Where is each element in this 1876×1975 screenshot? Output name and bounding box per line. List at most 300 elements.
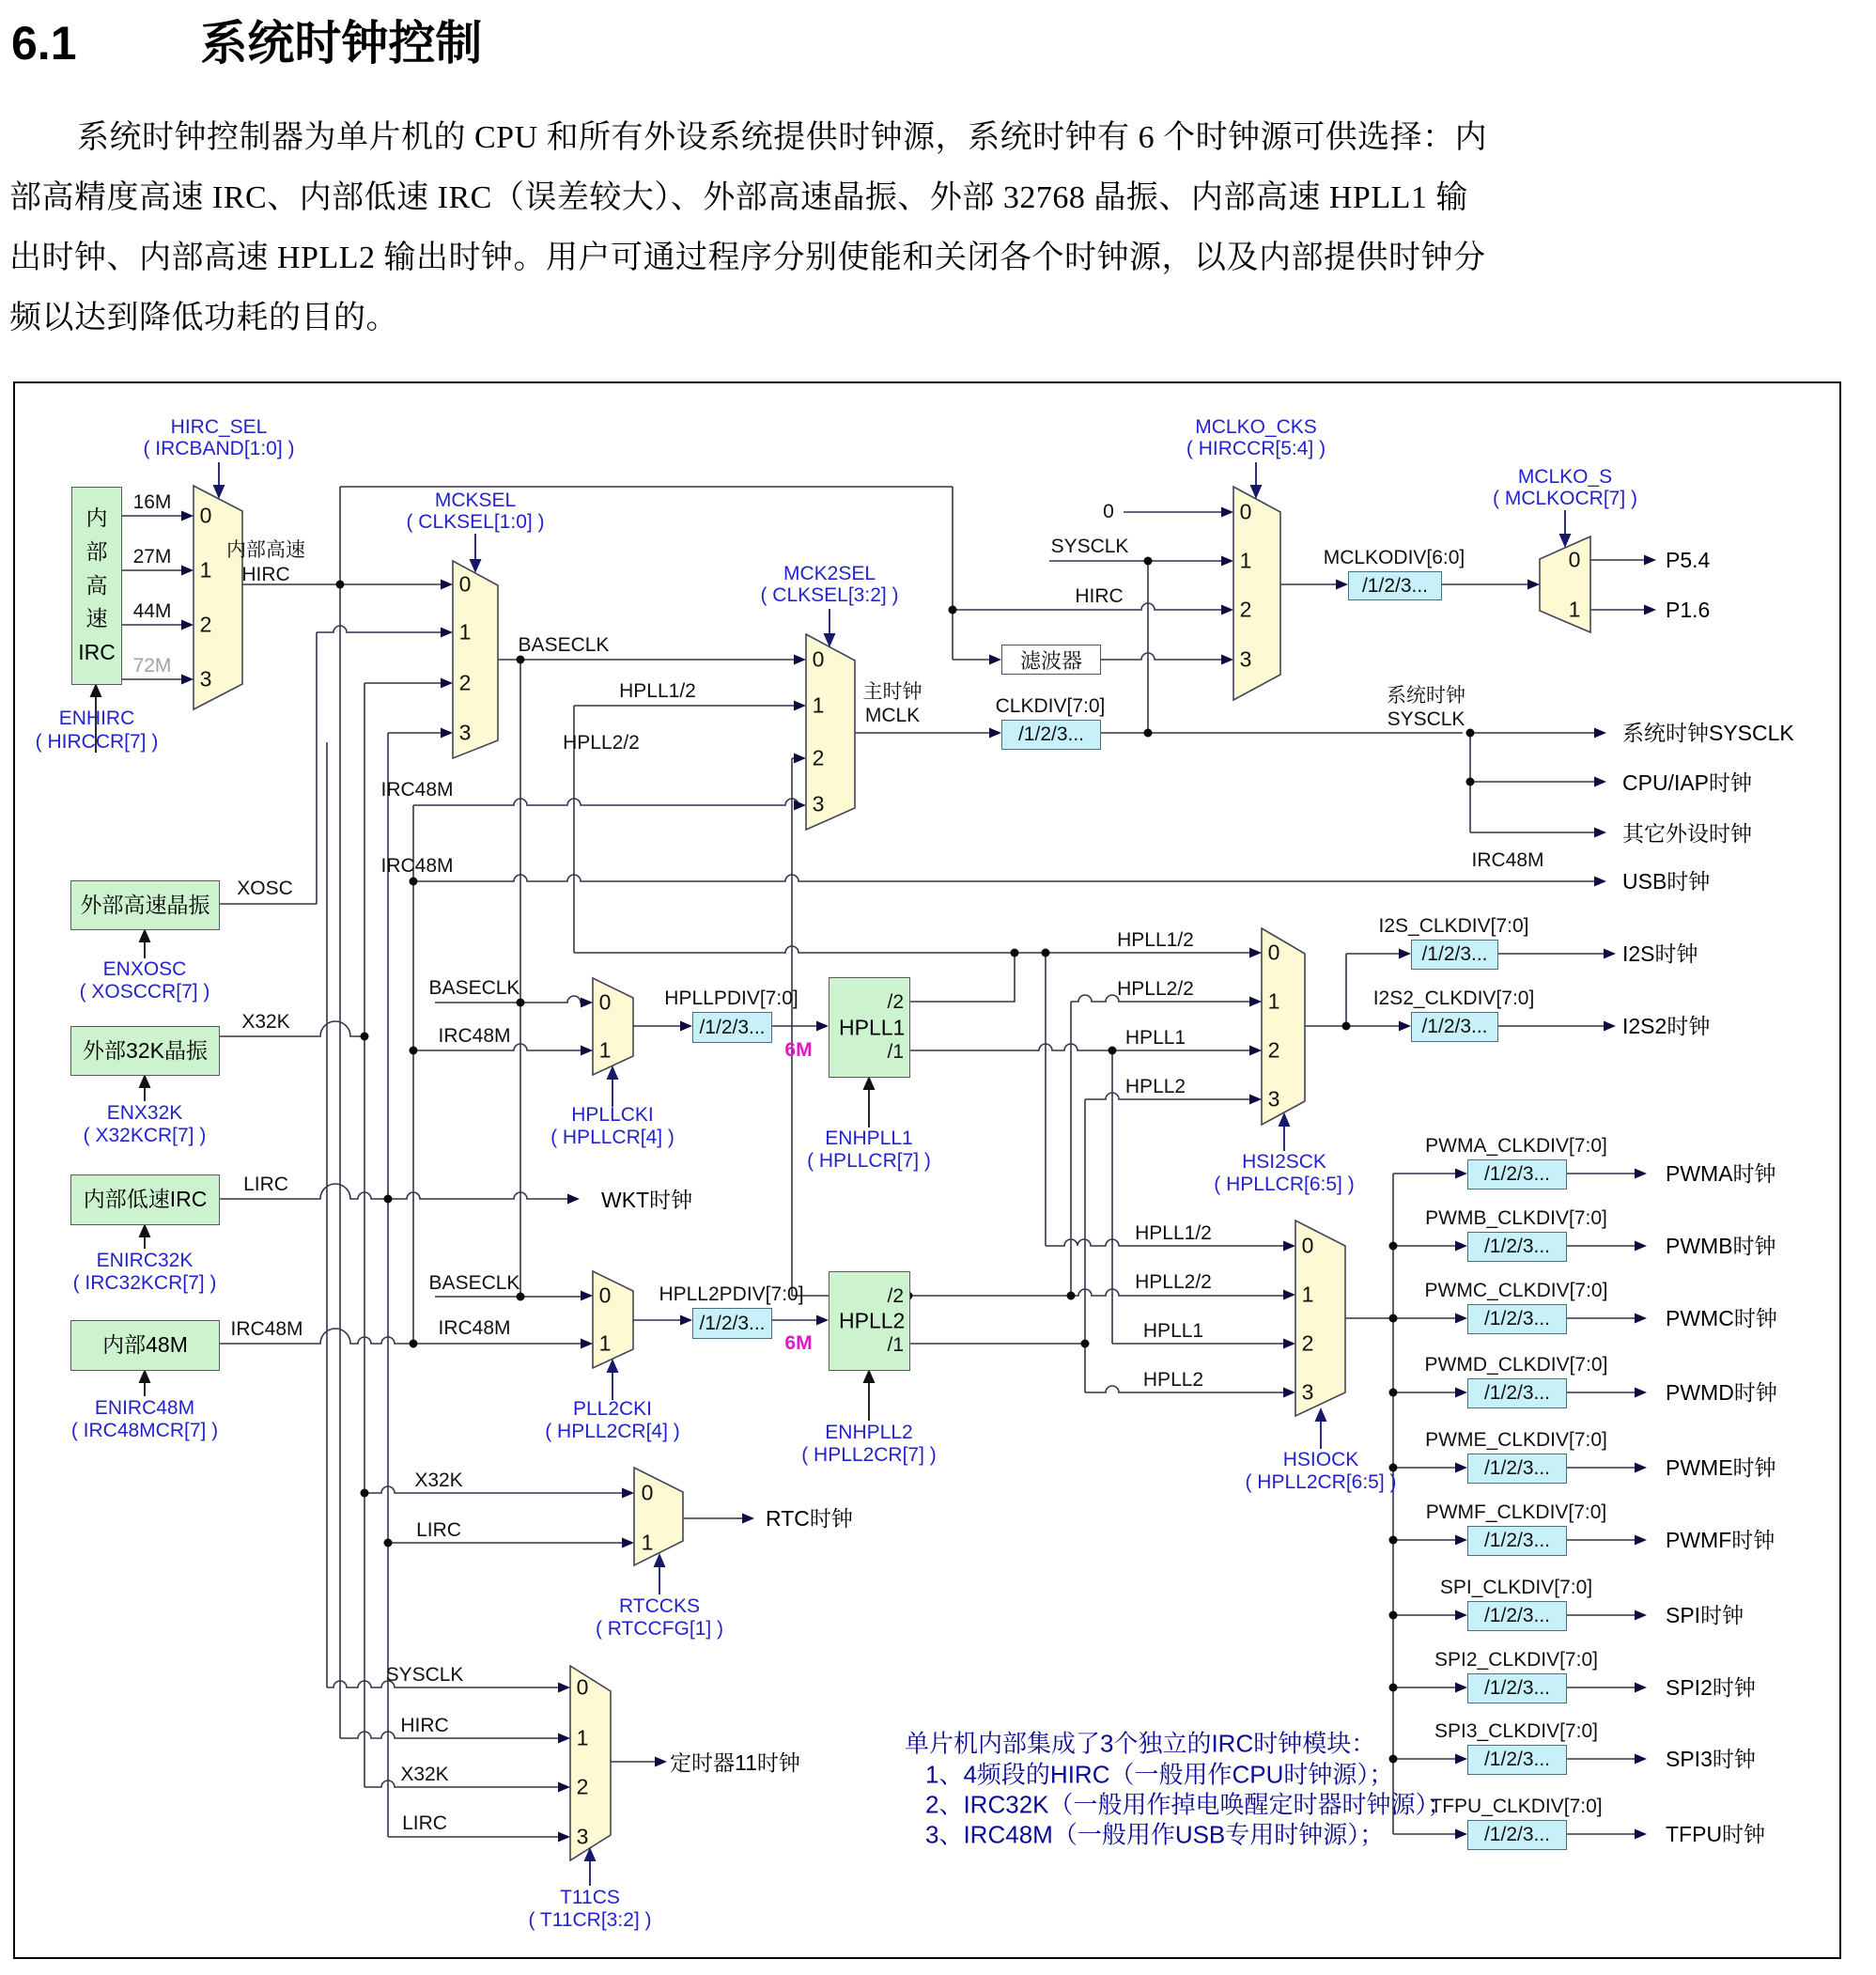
arrowhead-right [1635, 1754, 1647, 1765]
pwma-clkdiv: /1/2/3... [1467, 1159, 1567, 1190]
rtc-in1: LIRC [416, 1518, 461, 1541]
i2s-clkdiv-title: I2S_CLKDIV[7:0] [1378, 915, 1529, 937]
pwmf-clkdiv-title: PWMF_CLKDIV[7:0] [1425, 1501, 1607, 1523]
t11-in3: LIRC [402, 1812, 447, 1834]
hpllcki-name: HPLLCKI [571, 1103, 654, 1126]
junction-dot [1466, 778, 1475, 786]
out-pwma: PWMA时钟 [1666, 1160, 1776, 1186]
out-pwmb: PWMB时钟 [1666, 1233, 1776, 1258]
irc48m-net: IRC48M [230, 1317, 303, 1340]
hirc-sel-mux-pin-0: 0 [199, 503, 212, 528]
internal-hs-irc-box-label: 速 [85, 606, 108, 631]
enhpll2-name: ENHPLL2 [825, 1421, 913, 1443]
wire [1099, 653, 1226, 660]
junction-dot [1466, 729, 1475, 738]
hsi2sck-in0: HPLL1/2 [1117, 928, 1194, 951]
hsiock-mux-pin-3: 3 [1301, 1379, 1314, 1405]
arrowhead-right [1455, 1829, 1467, 1840]
arrowhead-right [742, 1514, 754, 1524]
junction-dot [1389, 1684, 1398, 1692]
arrowhead-right [1455, 1388, 1467, 1398]
enable-arrowhead-up [863, 1076, 876, 1090]
wire [908, 1044, 1254, 1050]
junction-dot [1067, 1292, 1076, 1300]
mclk-net: MCLK [864, 704, 921, 726]
spi3-clkdiv-title: SPI3_CLKDIV[7:0] [1434, 1720, 1598, 1742]
enable-arrowhead-up [863, 1369, 876, 1383]
junction-dot [1389, 1389, 1398, 1397]
enirc48m-name: ENIRC48M [94, 1396, 195, 1419]
t11cs-mux-pin-2: 2 [576, 1774, 589, 1799]
junction-dot [1389, 1611, 1398, 1620]
wire [364, 1486, 627, 1493]
pwma-clkdiv-title: PWMA_CLKDIV[7:0] [1425, 1135, 1607, 1157]
mck2sel-mux-pin-0: 0 [812, 646, 825, 672]
mcksel-reg: ( CLKSEL[1:0] ) [406, 510, 545, 533]
arrowhead-right [581, 1046, 593, 1056]
hirc-sel-mux-pin-1: 1 [199, 557, 212, 583]
arrowhead-right [181, 675, 194, 685]
out-spi2: SPI2时钟 [1666, 1674, 1756, 1700]
zero-const: 0 [1103, 500, 1114, 522]
enhpll1-name: ENHPLL1 [825, 1127, 913, 1149]
arrowhead-right [1249, 1046, 1262, 1056]
arrowhead-right [441, 678, 453, 689]
arrowhead-right [680, 1315, 692, 1326]
mcksel-mux-pin-3: 3 [458, 720, 472, 745]
hirc-sel-mux-pin-2: 2 [199, 612, 212, 637]
arrowhead-right [816, 1315, 829, 1326]
hirc-net: HIRC [241, 563, 290, 585]
internal-48m-box-label: 内部48M [102, 1332, 188, 1358]
arrowhead-right [1594, 877, 1606, 887]
arrowhead-right [1221, 605, 1233, 615]
mclko-cks-reg: ( HIRCCR[5:4] ) [1186, 437, 1326, 459]
arrowhead-right [1455, 1683, 1467, 1693]
arrowhead-right [1635, 1829, 1647, 1840]
hpll1-6m: 6M [784, 1038, 813, 1061]
internal-hs-irc-box-label: 内 [85, 505, 108, 531]
junction-dot [361, 1033, 369, 1041]
pll2cki-name: PLL2CKI [572, 1397, 653, 1420]
wire [218, 1021, 364, 1036]
pll2cki-reg: ( HPLL2CR[4] ) [545, 1420, 680, 1442]
internal-ls-irc-box [70, 1174, 220, 1225]
baseclk-net-1: BASECLK [518, 633, 610, 656]
out-pwmf: PWMF时钟 [1666, 1527, 1775, 1552]
hsiock-in1: HPLL2/2 [1135, 1270, 1212, 1293]
arrowhead-right [181, 566, 194, 576]
arrowhead-right [794, 801, 806, 811]
hpll2-block-div2-pin: /2 [887, 1285, 904, 1307]
arrowhead-right [1336, 580, 1348, 590]
clkdiv: /1/2/3... [1001, 720, 1101, 750]
hirc-net-cn: 内部高速 [226, 538, 305, 561]
mcksel-mux-pin-1: 1 [458, 619, 472, 645]
arrowhead-right [1249, 997, 1262, 1007]
internal-hs-irc-box-label: IRC [78, 639, 116, 664]
hpll2-6m: 6M [784, 1331, 813, 1354]
hsi2sck-name: HSI2SCK [1242, 1150, 1326, 1173]
arrowhead-right [581, 1339, 593, 1349]
select-arrowhead-up [1315, 1407, 1327, 1422]
wire [340, 1732, 563, 1738]
hsiock-mux-pin-1: 1 [1301, 1282, 1314, 1307]
arrowhead-right [989, 728, 1001, 739]
arrowhead-right [441, 628, 453, 638]
arrowhead-right [558, 1782, 570, 1793]
pwmb-clkdiv-title: PWMB_CLKDIV[7:0] [1425, 1207, 1607, 1229]
arrowhead-right [1455, 1535, 1467, 1546]
i2s2-clkdiv-title: I2S2_CLKDIV[7:0] [1372, 988, 1535, 1009]
rtccks-mux-pin-1: 1 [641, 1530, 654, 1555]
junction-dot [1389, 1242, 1398, 1251]
out-sysclk: 系统时钟SYSCLK [1622, 720, 1794, 745]
irc48m-net-2: IRC48M [380, 778, 454, 801]
arrowhead-right [1594, 777, 1606, 787]
enhpll1-reg: ( HPLLCR[7] ) [807, 1149, 931, 1172]
arrowhead-right [1455, 1463, 1467, 1473]
paragraph-line-1: 系统时钟控制器为单片机的 CPU 和所有外设系统提供时钟源，系统时钟有 6 个时钟源可供选择：内 [77, 120, 1488, 155]
hirc-mclko-net: HIRC [1075, 584, 1124, 607]
hsiock-name: HSIOCK [1282, 1448, 1359, 1470]
sysclk-net: SYSCLK [1387, 708, 1465, 730]
mclko-cks-mux-pin-3: 3 [1239, 646, 1252, 672]
hpllcki-mux-pin-1: 1 [598, 1037, 612, 1063]
junction-dot [410, 878, 418, 886]
arrowhead-right [441, 580, 453, 590]
pwmf-clkdiv: /1/2/3... [1467, 1526, 1567, 1556]
hpll2pdiv-title: HPLL2PDIV[7:0] [659, 1283, 804, 1305]
rtccks-mux-pin-0: 0 [641, 1480, 654, 1505]
hpll2pdiv: /1/2/3... [692, 1308, 772, 1339]
hsi2sck-in1: HPLL2/2 [1117, 977, 1194, 1000]
pwme-clkdiv: /1/2/3... [1467, 1454, 1567, 1484]
t11cs-name: T11CS [560, 1886, 620, 1908]
enxosc-reg: ( XOSCCR[7] ) [79, 980, 210, 1003]
external-hs-xtal-box-label: 外部高速晶振 [80, 892, 210, 917]
t11cs-mux-pin-3: 3 [576, 1824, 589, 1849]
mclk-cn: 主时钟 [862, 680, 922, 703]
i2s-clkdiv: /1/2/3... [1411, 940, 1498, 970]
hsi2sck-reg: ( HPLLCR[6:5] ) [1214, 1173, 1355, 1195]
paragraph-line-2: 部高精度高速 IRC、内部低速 IRC（误差较大）、外部高速晶振、外部 32768 晶振、内部高速 HPLL1 输 [9, 180, 1468, 215]
arrowhead-right [1399, 949, 1411, 959]
hsiock-mux-pin-2: 2 [1301, 1330, 1314, 1356]
arrowhead-right [181, 511, 194, 521]
sysclk-mclko-net: SYSCLK [1050, 535, 1129, 557]
junction-dot [384, 1195, 393, 1204]
freq-27m: 27M [132, 545, 172, 568]
baseclk-net-3: BASECLK [428, 1271, 520, 1294]
mck2sel-reg: ( CLKSEL[3:2] ) [760, 583, 899, 606]
mck2sel-mux-pin-2: 2 [812, 745, 825, 770]
enhpll2-reg: ( HPLL2CR[7] ) [801, 1443, 937, 1466]
mclko-s-reg: ( MCLKOCR[7] ) [1492, 487, 1638, 509]
hpll22-mck-net: HPLL2/2 [563, 731, 640, 754]
arrowhead-right [1604, 949, 1616, 959]
mclko-s-mux-pin-1: 1 [1568, 597, 1581, 622]
arrowhead-right [1221, 655, 1233, 665]
hpll2-block-label: HPLL2 [839, 1308, 906, 1333]
enx32k-reg: ( X32KCR[7] ) [83, 1124, 207, 1146]
arrowhead-right [1594, 828, 1606, 838]
internal-ls-irc-box-label: 内部低速IRC [83, 1187, 208, 1212]
hirc-sel-mux-pin-3: 3 [199, 666, 212, 692]
enhirc-name: ENHIRC [58, 707, 135, 729]
mclko-cks-name: MCLKO_CKS [1195, 415, 1317, 438]
hpll1-block-div1-pin: /1 [887, 1041, 904, 1063]
out-spi3: SPI3时钟 [1666, 1746, 1756, 1771]
out-pwmd: PWMD时钟 [1666, 1379, 1777, 1405]
lirc-net: LIRC [243, 1173, 288, 1195]
pwmd-clkdiv: /1/2/3... [1467, 1378, 1567, 1408]
mck2sel-name: MCK2SEL [783, 562, 876, 584]
paragraph-line-3: 出时钟、内部高速 HPLL2 输出时钟。用户可通过程序分别使能和关闭各个时钟源，以及内部提供时钟分 [9, 241, 1486, 275]
arrowhead-right [1635, 1463, 1647, 1473]
enable-arrowhead-up [139, 928, 151, 942]
freq-72m: 72M [132, 654, 172, 676]
page-title: 系统时钟控制 [200, 17, 483, 70]
arrowhead-right [1221, 556, 1233, 567]
arrowhead-right [1635, 1683, 1647, 1693]
enable-arrowhead-up [139, 1074, 151, 1088]
hpll1-block [829, 977, 910, 1078]
hpll2-block [829, 1271, 910, 1371]
arrowhead-right [567, 1194, 580, 1205]
arrowhead-right [1604, 1021, 1616, 1032]
t11cs-mux-pin-0: 0 [576, 1674, 589, 1700]
i2s2-clkdiv: /1/2/3... [1411, 1012, 1498, 1042]
arrowhead-right [1644, 605, 1656, 615]
freq-44m: 44M [132, 599, 172, 622]
arrowhead-right [1455, 1610, 1467, 1621]
mclko-cks-mux-pin-2: 2 [1239, 597, 1252, 622]
mck2sel-mux-pin-1: 1 [812, 692, 825, 718]
arrowhead-right [1635, 1388, 1647, 1398]
wire [908, 953, 1015, 1002]
arrowhead-right [1221, 507, 1233, 518]
junction-dot [517, 999, 525, 1007]
irc48m-net-4: IRC48M [438, 1024, 511, 1047]
t11-in1: HIRC [400, 1714, 449, 1736]
external-hs-xtal-box [70, 880, 220, 930]
hirc-sel-name: HIRC_SEL [170, 415, 268, 438]
hpll1-block-div2-pin: /2 [887, 991, 904, 1013]
section-number: 6.1 [11, 17, 77, 70]
enirc32k-name: ENIRC32K [96, 1249, 194, 1271]
junction-dot [1042, 949, 1050, 957]
paragraph-line-4: 频以达到降低功耗的目的。 [9, 301, 398, 335]
pwmc-clkdiv: /1/2/3... [1467, 1304, 1567, 1334]
x32k-net: X32K [241, 1010, 290, 1033]
junction-dot [1011, 949, 1019, 957]
spi3-clkdiv: /1/2/3... [1467, 1745, 1567, 1775]
wire [413, 875, 1599, 881]
hirc-sel-reg: ( IRCBAND[1:0] ) [143, 437, 295, 459]
out-periph: 其它外设时钟 [1622, 820, 1752, 846]
arrowhead-right [794, 655, 806, 665]
irc48m-net-5: IRC48M [438, 1316, 511, 1339]
junction-dot [384, 1539, 393, 1547]
arrowhead-right [1283, 1290, 1295, 1300]
arrowhead-right [1635, 1610, 1647, 1621]
out-wkt: WKT时钟 [601, 1187, 693, 1212]
junction-dot [1144, 729, 1153, 738]
arrowhead-right [680, 1021, 692, 1032]
arrowhead-right [622, 1488, 634, 1499]
junction-dot [336, 581, 345, 589]
junction-dot [410, 1340, 418, 1348]
spi2-clkdiv-title: SPI2_CLKDIV[7:0] [1434, 1649, 1598, 1671]
spi2-clkdiv: /1/2/3... [1467, 1673, 1567, 1703]
internal-hs-irc-box-label: 高 [85, 572, 108, 598]
sysclk-cn: 系统时钟 [1387, 684, 1465, 707]
wire [364, 1781, 563, 1787]
hpll12-mck-net: HPLL1/2 [619, 679, 696, 702]
arrowhead-right [1283, 1339, 1295, 1349]
out-i2s: I2S时钟 [1622, 941, 1698, 966]
arrowhead-right [1455, 1241, 1467, 1252]
mcksel-mux-pin-2: 2 [458, 670, 472, 695]
arrowhead-right [655, 1757, 667, 1767]
junction-dot [949, 606, 957, 614]
external-32k-xtal-box [70, 1026, 220, 1076]
junction-dot [361, 1489, 369, 1498]
hsiock-in3: HPLL2 [1142, 1368, 1204, 1391]
out-rtc: RTC时钟 [766, 1505, 853, 1531]
wire [413, 799, 798, 805]
arrowhead-right [1635, 1535, 1647, 1546]
hsiock-in0: HPLL1/2 [1135, 1221, 1212, 1244]
pwmd-clkdiv-title: PWMD_CLKDIV[7:0] [1424, 1354, 1608, 1376]
arrowhead-right [558, 1734, 570, 1744]
rtc-in0: X32K [414, 1469, 463, 1491]
out-p54: P5.4 [1666, 547, 1711, 572]
clkdiv-title: CLKDIV[7:0] [995, 695, 1106, 717]
t11cs-mux-pin-1: 1 [576, 1725, 589, 1750]
arrowhead-right [1635, 1169, 1647, 1179]
arrowhead-right [816, 1021, 829, 1032]
irc48m-usb-net: IRC48M [1471, 848, 1544, 871]
arrowhead-right [794, 754, 806, 764]
enhirc-reg: ( HIRCCR[7] ) [35, 730, 159, 753]
arrowhead-right [1455, 1314, 1467, 1324]
hsiock-mux-pin-0: 0 [1301, 1233, 1314, 1258]
arrowhead-right [581, 1291, 593, 1301]
pwmc-clkdiv-title: PWMC_CLKDIV[7:0] [1424, 1280, 1608, 1301]
out-cpu-iap: CPU/IAP时钟 [1622, 770, 1753, 795]
arrowhead-right [1455, 1169, 1467, 1179]
arrowhead-right [581, 998, 593, 1008]
hsi2sck-mux-pin-3: 3 [1267, 1086, 1280, 1112]
junction-dot [517, 656, 525, 664]
note-line-1: 1、4频段的HIRC（一般用作CPU时钟源）； [925, 1760, 1394, 1789]
note-line-3: 3、IRC48M（一般用作USB专用时钟源）； [925, 1820, 1385, 1849]
mclkodiv-title: MCLKODIV[6:0] [1323, 547, 1465, 568]
arrowhead-right [181, 620, 194, 630]
arrowhead-right [1644, 555, 1656, 566]
out-p16: P1.6 [1666, 597, 1711, 622]
hsi2sck-mux-pin-0: 0 [1267, 940, 1280, 965]
arrowhead-right [1399, 1021, 1411, 1032]
hsi2sck-mux-pin-1: 1 [1267, 988, 1280, 1014]
t11-in0: SYSCLK [385, 1663, 464, 1686]
arrowhead-right [1249, 948, 1262, 958]
hpllpdiv-title: HPLLPDIV[7:0] [664, 988, 798, 1009]
hsi2sck-mux-pin-2: 2 [1267, 1037, 1280, 1063]
hpllcki-reg: ( HPLLCR[4] ) [550, 1126, 674, 1148]
arrowhead-right [1455, 1754, 1467, 1765]
arrowhead-right [622, 1538, 634, 1548]
mcksel-name: MCKSEL [434, 489, 517, 511]
rtccks-name: RTCCKS [619, 1594, 700, 1617]
enxosc-name: ENXOSC [102, 957, 187, 980]
internal-hs-irc-box [71, 487, 122, 685]
mclko-cks-mux-pin-0: 0 [1239, 499, 1252, 524]
tfpu-clkdiv-title: TFPU_CLKDIV[7:0] [1430, 1796, 1603, 1817]
internal-48m-box [70, 1320, 220, 1371]
baseclk-net-2: BASECLK [428, 976, 520, 999]
pll2cki-mux-pin-0: 0 [598, 1283, 612, 1308]
note-line-2: 2、IRC32K（一般用作掉电唤醒定时器时钟源）； [925, 1790, 1452, 1819]
mclko-s-mux [1540, 537, 1590, 632]
mcksel-mux-pin-0: 0 [458, 571, 472, 597]
arrowhead-right [794, 701, 806, 711]
out-usb: USB时钟 [1622, 868, 1711, 894]
enx32k-name: ENX32K [106, 1101, 183, 1124]
enirc32k-reg: ( IRC32KCR[7] ) [72, 1271, 217, 1294]
hpllcki-mux-pin-0: 0 [598, 989, 612, 1015]
pll2cki-mux-pin-1: 1 [598, 1330, 612, 1356]
out-pwme: PWME时钟 [1666, 1454, 1776, 1480]
junction-dot [1389, 1536, 1398, 1545]
mclkodiv: /1/2/3... [1348, 571, 1442, 600]
junction-dot [1389, 1314, 1398, 1323]
t11cs-reg: ( T11CR[3:2] ) [528, 1908, 652, 1931]
arrowhead-right [1283, 1241, 1295, 1252]
note-line-0: 单片机内部集成了3个独立的IRC时钟模块： [905, 1729, 1376, 1758]
internal-hs-irc-box-label: 部 [85, 539, 108, 565]
mclko-s-mux-pin-0: 0 [1568, 547, 1581, 572]
arrowhead-right [558, 1683, 570, 1693]
enable-arrowhead-up [90, 683, 102, 697]
junction-dot [1109, 1047, 1117, 1055]
hpll2-block-div1-pin: /1 [887, 1334, 904, 1356]
spi-clkdiv: /1/2/3... [1467, 1601, 1567, 1631]
junction-dot [1342, 1022, 1351, 1031]
enirc48m-reg: ( IRC48MCR[7] ) [70, 1419, 219, 1441]
arrowhead-right [989, 655, 1001, 665]
arrowhead-right [558, 1832, 570, 1843]
mclko-s-name: MCLKO_S [1517, 465, 1613, 488]
junction-dot [1081, 1340, 1090, 1348]
out-timer11: 定时器11时钟 [670, 1750, 800, 1775]
xosc-net: XOSC [237, 877, 293, 899]
rtccks-reg: ( RTCCFG[1] ) [595, 1617, 724, 1640]
pwme-clkdiv-title: PWME_CLKDIV[7:0] [1425, 1429, 1607, 1451]
enable-arrowhead-up [139, 1223, 151, 1237]
wire [317, 626, 445, 632]
mclko-cks-mux-pin-1: 1 [1239, 548, 1252, 573]
arrowhead-right [441, 728, 453, 739]
hsiock-in2: HPLL1 [1142, 1319, 1204, 1342]
spi-clkdiv-title: SPI_CLKDIV[7:0] [1439, 1577, 1593, 1598]
hsi2sck-in2: HPLL1 [1124, 1026, 1186, 1049]
irc48m-net-3: IRC48M [380, 854, 454, 877]
arrowhead-right [1594, 728, 1606, 739]
out-i2s2: I2S2时钟 [1622, 1013, 1711, 1038]
